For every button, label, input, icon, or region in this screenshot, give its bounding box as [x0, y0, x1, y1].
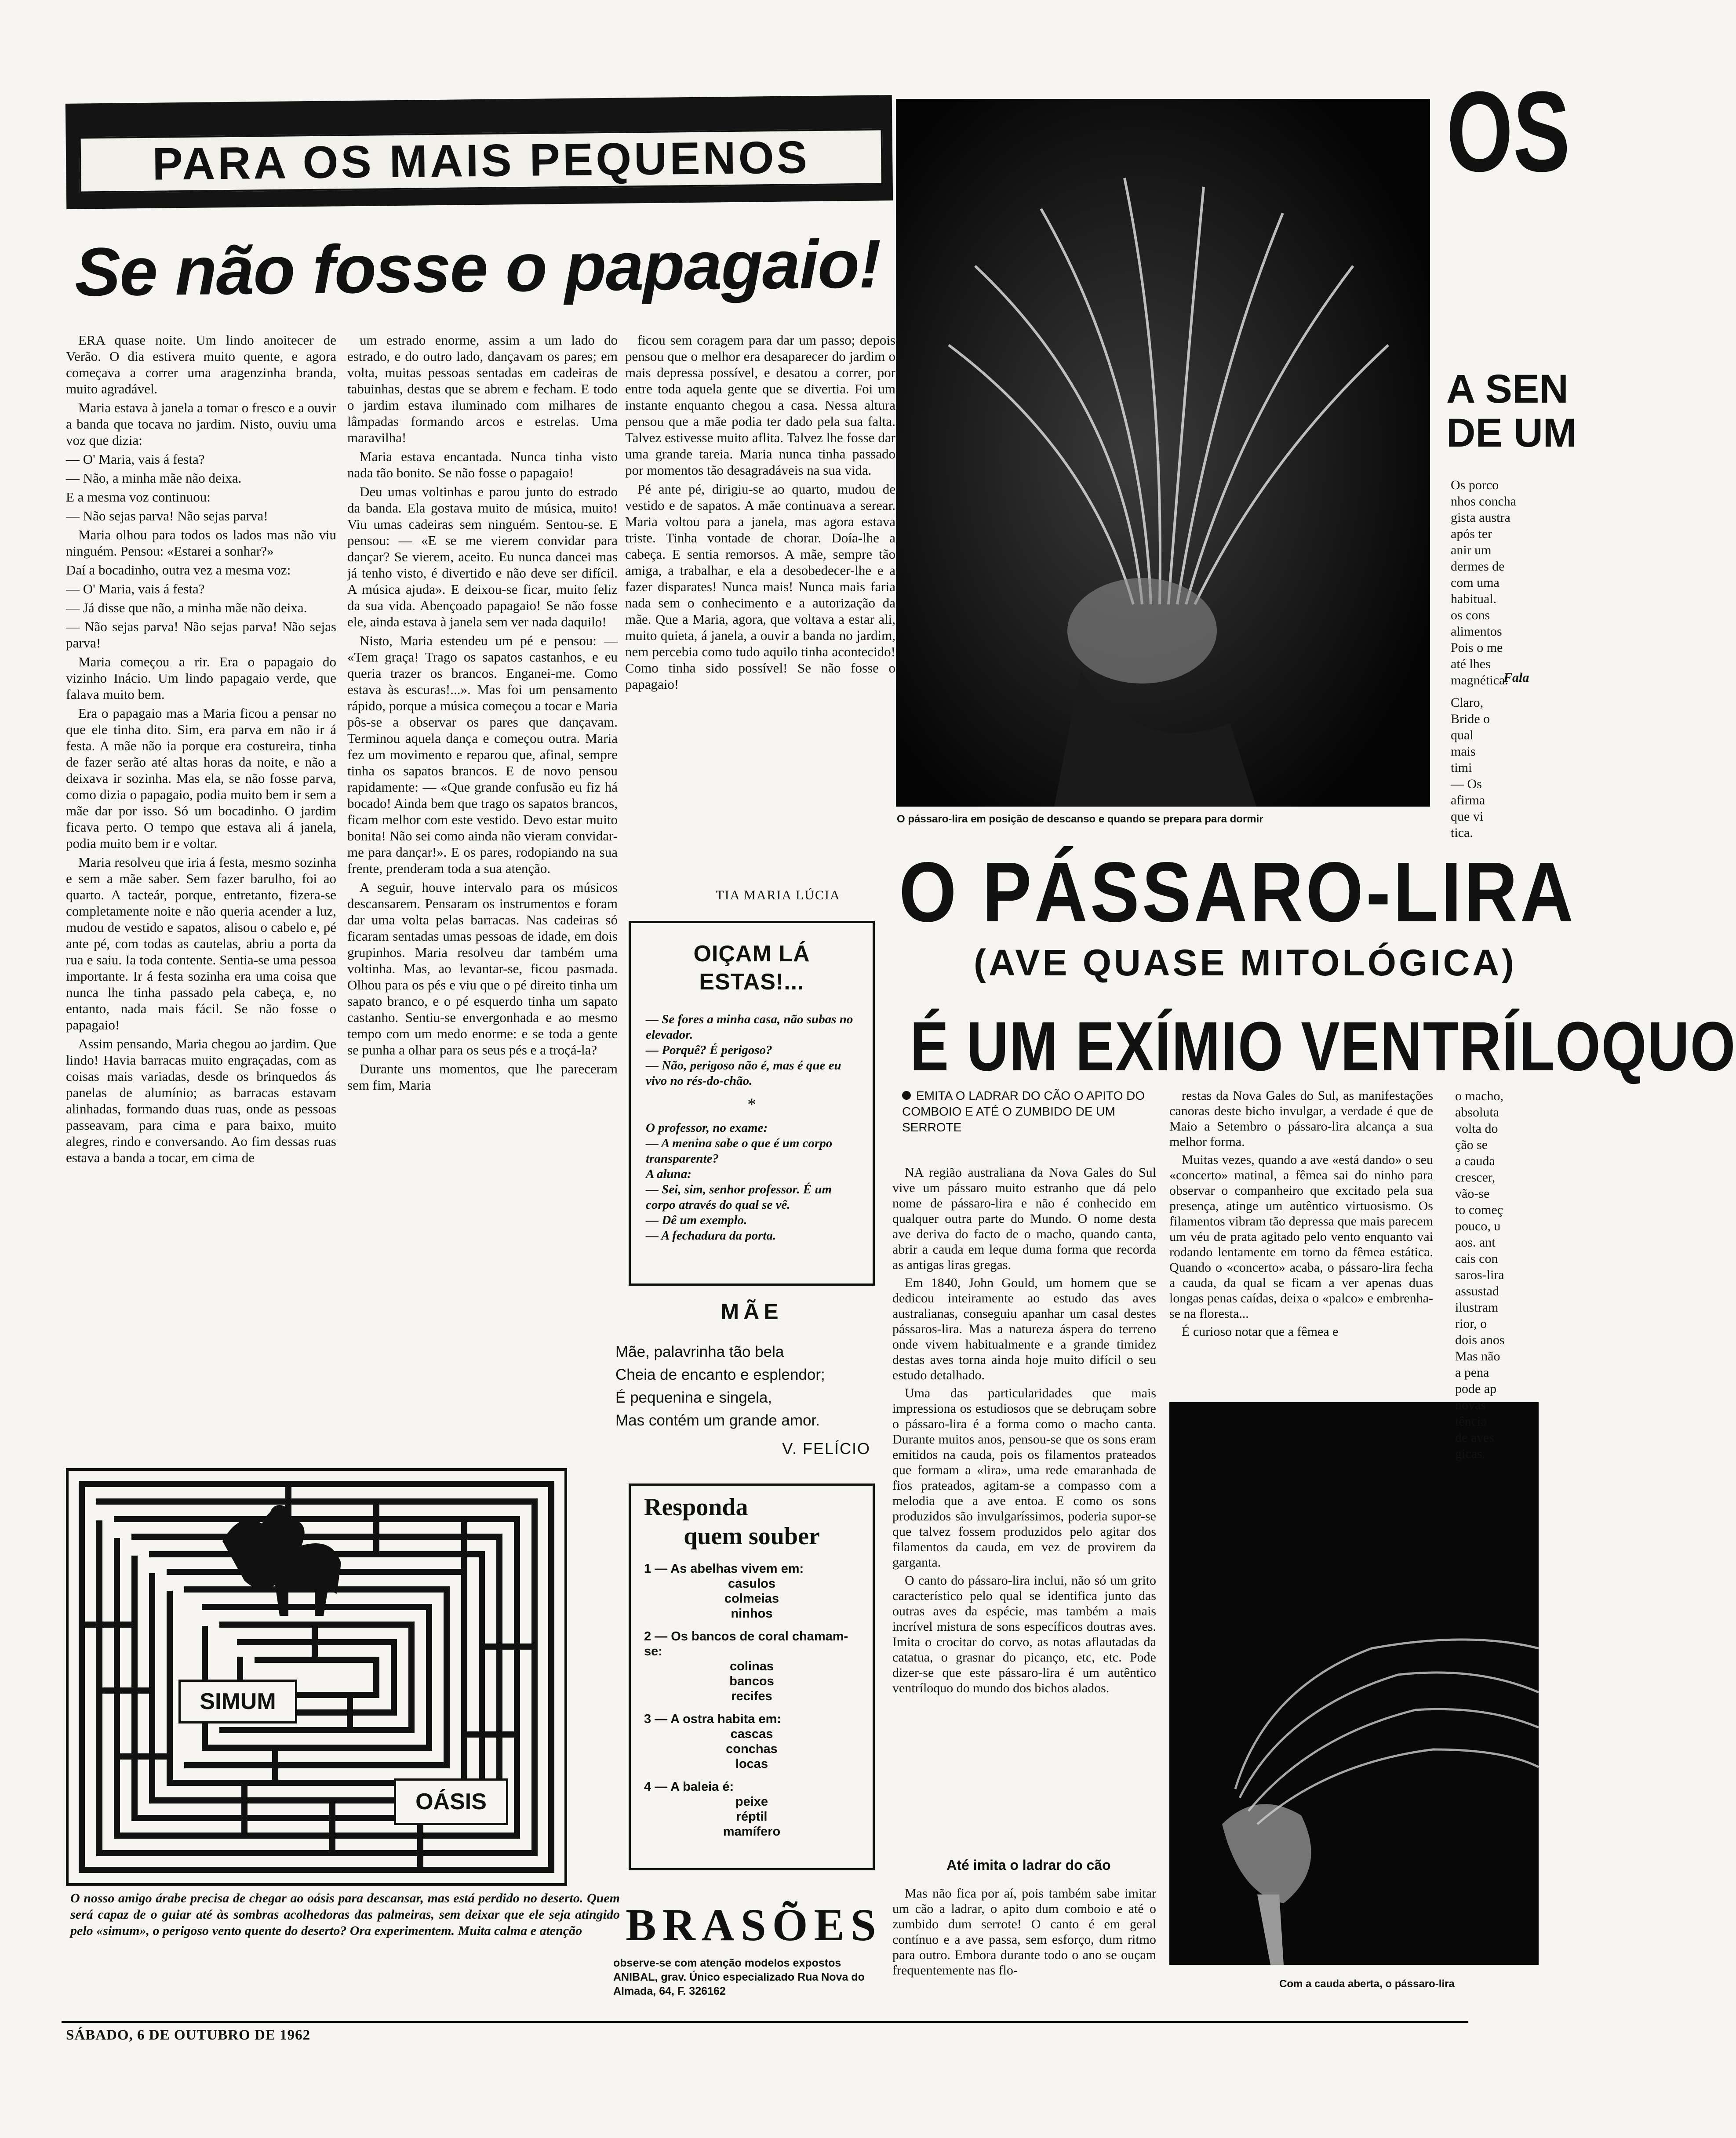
lyrebird-subhead-text: EMITA O LADRAR DO CÃO O APITO DO COMBOIO E ATÉ O ZUMBIDO DE UM SERROTE [902, 1089, 1145, 1134]
edge-text-line: assustad [1455, 1284, 1499, 1298]
quiz-box [629, 1484, 875, 1870]
maze-label-oasis: OÁSIS [394, 1778, 508, 1825]
edge-text-line: habitual. [1451, 592, 1497, 606]
footer-rule [62, 2021, 1468, 2023]
poem-line: É pequenina e singela, [615, 1389, 772, 1406]
edge-text-line: dermes de [1451, 559, 1505, 574]
story-paragraph: A seguir, houve intervalo para os músicos descansarem. Pensaram os instrumentos e foram dar uma volta pelas barracas. Nas cadeiras só ficaram sentadas umas pessoas de idade, em dois grupinhos. Maria resolveu dar também uma voltinha. Mas, ao levantar-se, ficou pasmada. Olhou para os pés e viu que o pé direito tinha um sapato branco, e o pé esquerdo tinha um sapato castanho. Sentiu-se envergonhada e ao mesmo tempo com um medo enorme: e se toda a gente se punha a olhar para os seus pés e a troçá-la? [347, 880, 618, 1058]
lyrebird-article-column-2 [1169, 1088, 1433, 1404]
edge-text-line: a pena [1455, 1365, 1489, 1380]
edge-text-line: qual [1451, 728, 1474, 742]
article-paragraph: Uma das particularidades que mais impressiona os estudiosos que se debruçam sobre o pássaro-lira é a forma como o macho canta. Durante muitos anos, pensou-se que os sons eram emitidos na cauda, pois os filamentos prateados que formam a «lira», uma rede emaranhada de fios prateados, agitam-se a compasso com a melodia que a ave entoa. E como os sons produzidos são invulgaríssimos, poderia supor-se que talvez fossem produzidos pelo agitar dos filamentos da cauda, em vez de provirem da garganta. [892, 1386, 1156, 1570]
story-paragraph: Assim pensando, Maria chegou ao jardim. Que lindo! Havia barracas muito engraçadas, com as coisas mais variadas, desde os brinquedos ás panelas de alumínio; as barracas estavam alinhadas, formando duas ruas, onde as pessoas passeavam, para cima e para baixo, muito alegres, rindo e conversando. Ao fim dessas ruas estava a banda a tocar, em cima de [66, 1036, 336, 1165]
story-paragraph: — Não sejas parva! Não sejas parva! Não sejas parva! [66, 619, 336, 651]
edge-text-line: tica. [1451, 825, 1473, 840]
article-paragraph: NA região australiana da Nova Gales do Sul vive um pássaro muito estranho que dá pelo nome de pássaro-lira e não é conhecido em qualquer outra parte do Mundo. O nome desta ave deriva do facto de o macho, quando canta, abrir a cauda em leque duma forma que recorda as antigas liras gregas. [892, 1165, 1156, 1272]
edge-text-line: vão-se [1455, 1186, 1490, 1201]
quiz-option: recifes [731, 1689, 772, 1703]
story-paragraph: Daí a bocadinho, outra vez a mesma voz: [66, 562, 291, 578]
edge-text-line: os cons [1451, 608, 1490, 622]
quiz-option: réptil [736, 1810, 768, 1824]
quiz-option: ninhos [731, 1607, 773, 1621]
edge-text-line: alimentos [1451, 624, 1502, 639]
article-paragraph: restas da Nova Gales do Sul, as manifestações canoras deste bicho invulgar, a verdade é que de Maio a Setembro o pássaro-lira alcança a sua melhor forma. [1169, 1088, 1433, 1149]
quiz-question: 2 — Os bancos de coral chamam-se: [644, 1629, 848, 1658]
edge-text-line: rior, o [1455, 1316, 1487, 1331]
edge-text-line: nhos concha [1451, 494, 1517, 509]
lyrebird-crosshead: Até imita o ladrar do cão [946, 1857, 1111, 1873]
lyrebird-article-column-1-end [892, 1886, 1156, 2018]
kids-story-signature: TIA MARIA LÚCIA [716, 888, 841, 902]
edge-text-line: ção se [1455, 1138, 1488, 1152]
edge-text-line: tência [1455, 1414, 1487, 1429]
poem-author: V. FELÍCIO [782, 1440, 870, 1458]
story-paragraph: Maria olhou para todos os lados mas não viu ninguém. Pensou: «Estarei a sonhar?» [66, 527, 336, 559]
joke-line: — Não, perigoso não é, mas é que eu vivo no rés-do-chão. [646, 1058, 841, 1088]
story-paragraph: — O' Maria, vais á festa? [66, 581, 205, 596]
edge-text-line: Bride o [1451, 712, 1490, 726]
lyrebird-subhead [902, 1088, 1157, 1158]
edge-text-line: pouco, u [1455, 1219, 1501, 1233]
kids-headline: Se não fosse o papagaio! [74, 225, 881, 311]
story-paragraph: um estrado enorme, assim a um lado do estrado, e do outro lado, dançavam os pares; em volta, muitas pessoas sentadas em cadeiras de tabuinhas, destas que se abrem e fecham. E todo o jardim estava iluminado com milhares de lâmpadas formando arcos e estrelas. Uma maravilha! [347, 332, 618, 445]
ad-text: observe-se com atenção modelos expostos ANIBAL, grav. Único especializado Rua Nova do Almada, 64, F. 326162 [613, 1957, 865, 1997]
lyrebird-subheadline: (AVE QUASE MITOLÓGICA) [974, 942, 1517, 983]
joke-line: — Porquê? É perigoso? [646, 1043, 772, 1057]
bullet-icon [902, 1091, 911, 1100]
edge-big-headline: OS [1446, 68, 1570, 196]
jokes-title: OIÇAM LÁ ESTAS!... [693, 941, 810, 995]
quiz-option: locas [735, 1757, 768, 1771]
joke-line: — Se fores a minha casa, não subas no elevador. [646, 1012, 853, 1042]
edge-text-line: Pois o me [1451, 640, 1503, 655]
quiz-option: conchas [726, 1742, 778, 1756]
edge-text-line: até lhes [1451, 657, 1491, 671]
lyrebird-photo-resting-caption: O pássaro-lira em posição de descanso e quando se prepara para dormir [897, 813, 1263, 825]
edge-text-line: de aves [1455, 1430, 1495, 1445]
edge-text-line: anir um [1451, 543, 1492, 557]
joke-line: A aluna: [646, 1167, 691, 1181]
story-paragraph: ERA quase noite. Um lindo anoitecer de Verão. O dia estivera muito quente, e agora começava a correr uma aragenzinha branda, muito agradável. [66, 332, 336, 396]
edge-text-line: gicas. [1455, 1447, 1486, 1461]
poem-line: Mas contém um grande amor. [615, 1412, 820, 1429]
edge-text-line: — Os [1451, 777, 1482, 791]
joke-line: — Dê um exemplo. [646, 1213, 747, 1227]
maze-caption: O nosso amigo árabe precisa de chegar ao oásis para descansar, mas está perdido no deserto. Quem será capaz de o guiar até às sombras acolhedoras das palmeiras, sem deixar que ele seja atingido pelo «simum», o perigoso vento quente do deserto? Ora experimentem. Muita calma e atenção [70, 1891, 620, 1938]
story-paragraph: ficou sem coragem para dar um passo; depois pensou que o melhor era desaparecer do jardim o mais depressa possível, e desatou a correr, por entre toda aquela gente que se divertia. Foi um instante enquanto chegou a casa. Nessa altura pensou que a mãe podia ter dado pela sua falta. Talvez estivesse muito aflita. Talvez lhe fosse dar uma grande tareia. Maria nunca tinha passado por momentos tão desagradáveis na sua vida. [625, 332, 895, 478]
edge-column-b [1451, 694, 1547, 862]
quiz-question: 1 — As abelhas vivem em: [644, 1562, 804, 1576]
article-paragraph: Mas não fica por aí, pois também sabe imitar um cão a ladrar, o apito dum comboio e até o zumbido dum serrote! O canto é em geral contínuo e a ave passa, sem esforço, dum ritmo para outro. Embora durante todo o ano se ouçam frequentemente nas flo- [892, 1886, 1156, 1978]
quiz-option: cascas [730, 1727, 773, 1741]
edge-text-line: Claro, [1451, 695, 1484, 710]
edge-text-line: to começ [1455, 1203, 1503, 1217]
quiz-option: casulos [728, 1577, 775, 1591]
edge-text-line: afirma [1451, 793, 1485, 807]
edge-text-line: pode ap [1455, 1382, 1497, 1396]
maze-puzzle [66, 1468, 567, 1886]
lyrebird-headline-ventriloquist: É UM EXÍMIO VENTRÍLOQUO [910, 1007, 1736, 1085]
quiz-questions [644, 1561, 859, 1839]
footer-date: SÁBADO, 6 DE OUTUBRO DE 1962 [66, 2027, 311, 2043]
story-paragraph: Pé ante pé, dirigiu-se ao quarto, mudou de vestido e de sapatos. A mãe continuava a serear. Maria voltou para a janela, mas agora estava triste. Tinha vontade de chorar. Doía-lhe a cabeça. E sentia remorsos. A mãe, sempre tão amiga, a trabalhar, e ela a desobedecer-lhe e a fazer disparates! Nunca mais! Nunca mais faria nada sem o conhecimento e a autorização da mãe. Que a Maria, agora, que voltava a estar ali, muito quieta, á janela, a ouvir a banda no jardim, nem percebia como tudo aquilo tinha acontecido! Como tinha sido possível! Se não fosse o papagaio! [625, 481, 895, 692]
edge-text-line: o macho, [1455, 1089, 1503, 1103]
article-paragraph: Em 1840, John Gould, um homem que se dedicou inteiramente ao estudo das aves australianas, conseguiu apanhar um casal destes pássaros-lira. Mas a natureza áspera do terreno onde vivem habitualmente e a grande timidez destas aves torna ainda hoje muito difícil o seu estudo detalhado. [892, 1276, 1156, 1382]
quiz-option: colmeias [724, 1592, 779, 1606]
jokes-box [629, 921, 875, 1286]
edge-text-line: crescer, [1455, 1170, 1496, 1185]
article-paragraph: É curioso notar que a fêmea e [1182, 1324, 1339, 1339]
quiz-option: mamífero [723, 1825, 781, 1839]
poem-lines [615, 1341, 897, 1432]
joke-line: — A menina sabe o que é um corpo transparente? [646, 1136, 833, 1166]
quiz-title-line1: Responda [644, 1494, 748, 1521]
story-paragraph: Maria estava à janela a tomar o fresco e a ouvir a banda que tocava no jardim. Nisto, ouviu uma voz que dizia: [66, 400, 336, 448]
story-paragraph: Maria resolveu que iria á festa, mesmo sozinha e sem a mãe saber. Sem fazer barulho, foi ao quarto. A tacteár, porque, entretanto, fizera-se completamente noite e não queria acender a luz, mudou de vestido e sapatos, alisou o cabelo e, pé ante pé, com todas as cautelas, abriu a porta da rua e saiu. Ia toda contente. Sentia-se uma pessoa importante. Ir á festa sozinha era uma coisa que nunca lhe tinha passado pela cabeça, e, no entanto, nada mais fácil. Se não fosse o papagaio! [66, 854, 336, 1033]
kids-banner [66, 95, 893, 209]
lyrebird-photo-tail-open-caption: Com a cauda aberta, o pássaro-lira [1279, 1978, 1455, 1990]
quiz-title-line2: quem souber [684, 1523, 820, 1550]
story-paragraph: — Já disse que não, a minha mãe não deixa. [66, 600, 307, 615]
joke-line: O professor, no exame: [646, 1121, 768, 1135]
article-paragraph: Muitas vezes, quando a ave «está dando» o seu «concerto» matinal, a fêmea sai do ninho para observar o companheiro que excitado pela sua presença, atinge um autêntico virtuosismo. Os filamentos vibram tão depressa que mais parecem um véu de prata agitado pelo vento enquanto vai rodando lentamente em torno da fêmea estática. Quando o «concerto» acaba, o pássaro-lira fecha a cauda, da qual se ficam a ver apenas duas longas penas caídas, deixa o «palco» e embrenha-se na floresta... [1169, 1153, 1433, 1321]
edge-text-line: volta do [1455, 1121, 1498, 1136]
edge-headline-b: DE UM [1446, 411, 1577, 455]
joke-line: — A fechadura da porta. [646, 1229, 776, 1243]
maze-label-simum: SIMUM [178, 1680, 297, 1723]
edge-text-line: dois anos [1455, 1333, 1505, 1347]
story-paragraph: — Não sejas parva! Não sejas parva! [66, 508, 268, 524]
edge-text-line: que vi [1451, 809, 1484, 824]
edge-text-line: gista austra [1451, 510, 1510, 525]
kids-story-column-1 [66, 332, 336, 1451]
quiz-option: bancos [729, 1674, 774, 1688]
edge-text-line: cais con [1455, 1251, 1498, 1266]
edge-column-c [1455, 1088, 1547, 1497]
quiz-question: 3 — A ostra habita em: [644, 1712, 782, 1726]
edge-text-line: mais [1451, 744, 1476, 759]
story-paragraph: Durante uns momentos, que lhe pareceram sem fim, Maria [347, 1061, 618, 1093]
article-paragraph: O canto do pássaro-lira inclui, não só um grito característico pelo qual se identifica junto das outras aves da espécie, mas também a mais incrível mistura de sons específicos doutras aves. Imita o crocitar do corvo, as notas aflautadas da catatua, o grasnar do picanço, etc, etc. Pode dizer-se que este pássaro-lira é um autêntico ventríloquo do mundo dos bichos alados. [892, 1573, 1156, 1695]
edge-text-line: timi [1451, 760, 1472, 775]
poem-line: Mãe, palavrinha tão bela [615, 1343, 784, 1360]
story-paragraph: Nisto, Maria estendeu um pé e pensou: — «Tem graça! Trago os sapatos castanhos, e eu queria trazer os brancos. Enganei-me. Como estava às escuras!...». Mas foi um pensamento rápido, porque a música começou a tocar e Maria pôs-se a observar os pares que dançavam. Terminou aquela dança e começou outra. Maria fez um movimento e reparou que, afinal, sempre tinha os sapatos brancos. E de novo pensou rapidamente: — «Que grande confusão eu fiz há bocado! Ainda bem que trago os sapatos brancos, ficam melhor com este vestido. Devo estar muito bonita! Não sei como ainda não vieram convidar-me para dançar!». E os pares, rodopiando na sua frente, prenderam toda a sua atenção. [347, 633, 618, 876]
quiz-option: peixe [735, 1795, 768, 1809]
kids-banner-title: PARA OS MAIS PEQUENOS [79, 128, 883, 193]
lyrebird-article-column-1 [892, 1165, 1156, 1851]
story-paragraph: Era o papagaio mas a Maria ficou a pensar no que ele tinha dito. Sim, era parva em não ir á festa. A mãe não ia porque era costureira, tinha de fazer serão até altas horas da noite, e não a deixava ir sozinha. Mas ela, se não fosse parva, como dizia o papagaio, podia muito bem ir sem a mãe dar por isso. Só um bocadinho. O jardim ficava perto. O tempo que estava ali á janela, podia muito bem ir e voltar. [66, 705, 336, 851]
story-paragraph: — Não, a minha mãe não deixa. [66, 470, 242, 486]
edge-text-line: com uma [1451, 575, 1499, 590]
edge-headline-a: A SEN [1446, 367, 1569, 411]
edge-text-line: Mas não [1455, 1349, 1500, 1364]
story-paragraph: Deu umas voltinhas e parou junto do estrado da banda. Ela gostava muito de música, muito! Viu umas cadeiras sem ninguém. Sentou-se. E pensou: — «E se me vierem convidar para dançar? Se vierem, aceito. Eu nunca dancei mas já tenho visto, é divertido e não deve ser difícil. A música ajuda». E deixou-se ficar, muito feliz da sua vida. Abençoado papagaio! Se não fosse ele, ainda estava à janela sem ver nada daquilo! [347, 484, 618, 629]
quiz-option: colinas [730, 1659, 774, 1673]
edge-text-line: a cauda [1455, 1154, 1495, 1168]
lyrebird-headline: O PÁSSARO-LIRA [899, 844, 1576, 940]
joke-separator: * [747, 1094, 756, 1114]
quiz-question: 4 — A baleia é: [644, 1780, 734, 1794]
edge-text-line: após ter [1451, 527, 1492, 541]
story-paragraph: E a mesma voz continuou: [66, 489, 211, 505]
joke-one [646, 1012, 858, 1089]
edge-text-line: novas [1455, 1398, 1486, 1412]
story-paragraph: — O' Maria, vais á festa? [66, 451, 205, 467]
kids-story-column-3 [625, 332, 895, 875]
story-paragraph: Maria começou a rir. Era o papagaio do vizinho Inácio. Um lindo papagaio verde, que falava muito bem. [66, 654, 336, 702]
edge-column-a [1451, 477, 1547, 697]
joke-two [646, 1120, 858, 1244]
edge-text-line: Os porco [1451, 478, 1499, 492]
edge-text-line: magnética. [1451, 673, 1508, 687]
story-paragraph: Maria estava encantada. Nunca tinha visto nada tão bonito. Se não fosse o papagaio! [347, 449, 618, 480]
lyrebird-photo-resting [896, 99, 1430, 807]
kids-story-column-2 [347, 332, 618, 1451]
edge-text-line: ilustram [1455, 1300, 1499, 1315]
joke-line: — Sei, sim, senhor professor. É um corpo através do qual se vê. [646, 1182, 832, 1212]
poem-title: MÃE [721, 1299, 783, 1324]
lyrebird-illustration [896, 99, 1430, 807]
ad-title: BRASÕES [626, 1900, 882, 1950]
poem-line: Cheia de encanto e esplendor; [615, 1366, 825, 1383]
edge-text-line: aos. ant [1455, 1235, 1496, 1250]
edge-subhead: Fala [1503, 670, 1529, 685]
edge-text-line: absoluta [1455, 1105, 1499, 1120]
edge-text-line: saros-lira [1455, 1268, 1504, 1282]
